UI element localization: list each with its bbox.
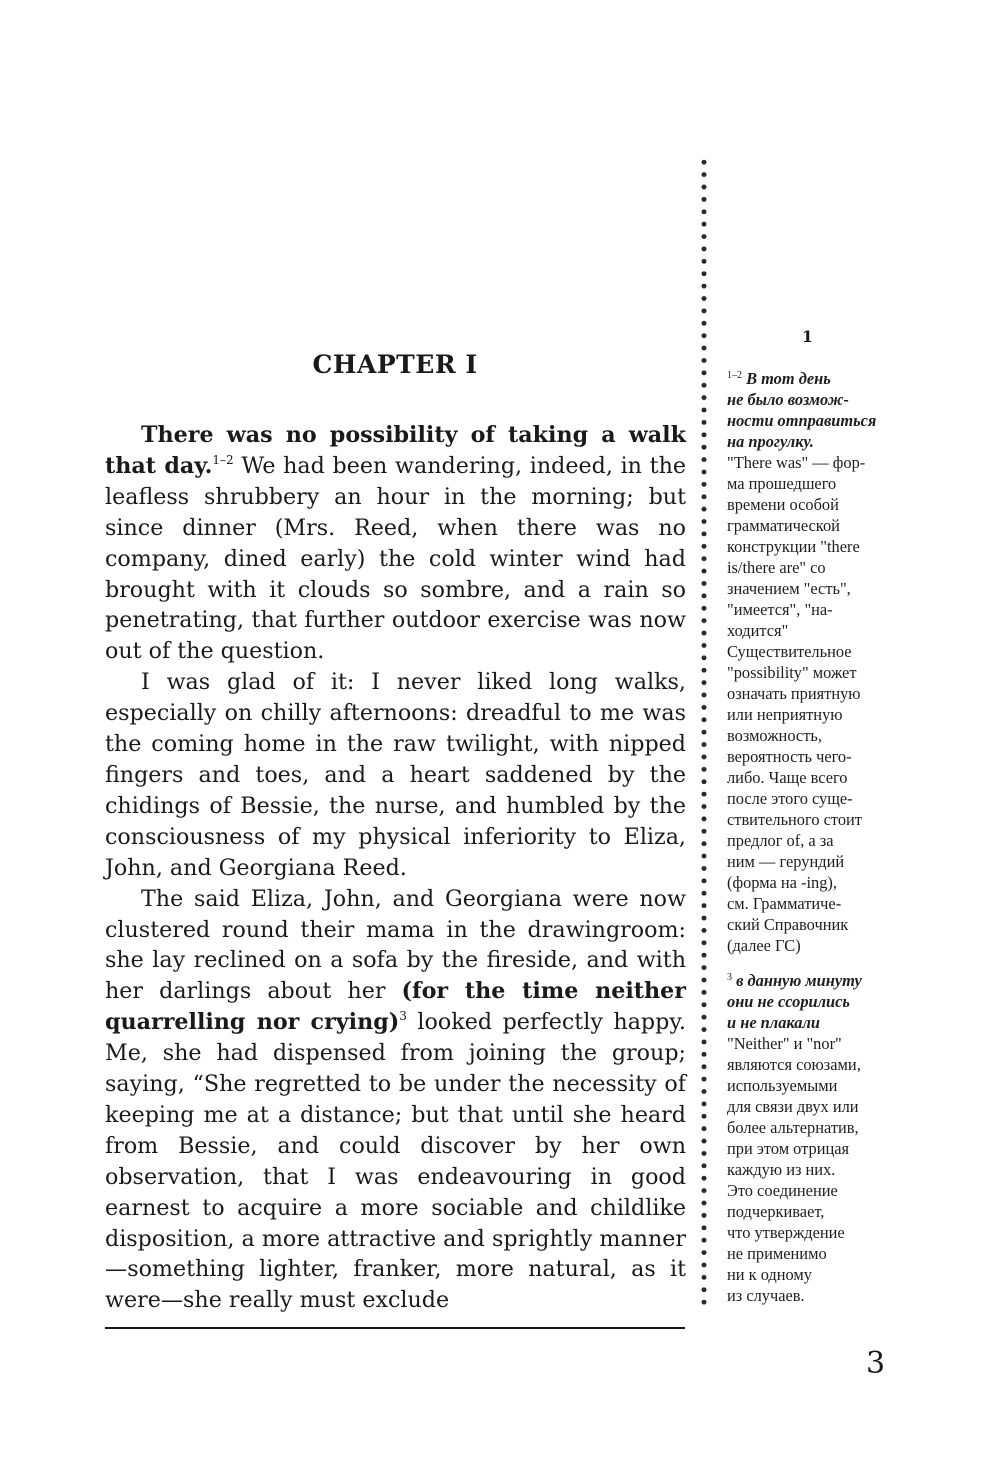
note-body-line: времени особой bbox=[727, 495, 839, 514]
note-body-line: означать приятную bbox=[727, 684, 861, 703]
note-body-line: не применимо bbox=[727, 1244, 827, 1263]
note-body-line: ма прошедшего bbox=[727, 474, 837, 493]
note-title-line: $^3$ в данную минуту bbox=[727, 971, 862, 990]
paragraph-3-text-after: looked perfectly happy. Me, she had dispensed from joining the group; saying, “She regretted to be under the necessity of keeping me at a distance; but that until she heard from Bessie, and could discover by her own observation, that I was endeavouring in good earnest to acquire a more sociable and childlike disposition, a more attractive and sprightly manner—something lighter, franker, more natural, as it were—she really must exclude bbox=[105, 1009, 686, 1314]
note-body-line: "possibility" может bbox=[727, 663, 857, 682]
note-body-line: каждую из них. bbox=[727, 1160, 836, 1179]
note-body-line: Это соединение bbox=[727, 1181, 838, 1200]
note-body-line: ходится" bbox=[727, 621, 789, 640]
dotted-divider bbox=[700, 156, 708, 1308]
note-body-line: при этом отрицая bbox=[727, 1139, 850, 1158]
note-body-line: см. Грамматиче- bbox=[727, 894, 842, 913]
note-title-line: они не ссорились bbox=[727, 992, 850, 1011]
note-title-line: не было возмож- bbox=[727, 390, 849, 409]
note-body-line: для связи двух или bbox=[727, 1097, 859, 1116]
note-body-line: ни к одному bbox=[727, 1265, 812, 1284]
footnote-ref-3: 3 bbox=[399, 1009, 407, 1024]
note-title-line: ности отправиться bbox=[727, 411, 877, 430]
note-body-line: is/there are" со bbox=[727, 558, 826, 577]
note-body-line: либо. Чаще всего bbox=[727, 768, 848, 787]
paragraph-1-text: We had been wandering, indeed, in the leafless shrubbery an hour in the morning; but since dinner (Mrs. Reed, when there was no company, dined early) the cold winter wind had brought with it clouds so sombre, and a rain so penetrating, that further outdoor exercise was now out of the question. bbox=[105, 452, 686, 665]
note-body-line: после этого суще- bbox=[727, 789, 853, 808]
note-body-line: Существительное bbox=[727, 642, 852, 661]
note-body-line: ствительного стоит bbox=[727, 810, 862, 829]
note-body-line: предлог of, а за bbox=[727, 831, 834, 850]
chapter-title: CHAPTER I bbox=[312, 350, 478, 379]
note-body-line: значением "есть", bbox=[727, 579, 851, 598]
note-sup: 3 bbox=[727, 972, 732, 983]
note-body-line: конструкции "there bbox=[727, 537, 860, 556]
sidebar-notes bbox=[727, 368, 899, 1320]
note-body-line: ский Справочник bbox=[727, 915, 849, 934]
note-body-line: более альтернатив, bbox=[727, 1118, 859, 1137]
note-body-line: или неприятную bbox=[727, 705, 843, 724]
paragraph-3-text-before: The said Eliza, John, and Georgiana were now clustered round their mama in the drawingroom: she lay reclined on a sofa by the fireside, and with her darlings about her bbox=[105, 885, 686, 1005]
note-body-line: возможность, bbox=[727, 726, 822, 745]
paragraph-2: I was glad of it: I never liked long walks, especially on chilly afternoons: dreadful to me was the coming home in the raw twilight, with nipped fingers and toes, and a heart saddened by the chidings of Bessie, the nurse, and humbled by the consciousness of my physical inferiority to Eliza, John, and Georgiana Reed. bbox=[105, 669, 686, 881]
paragraph-3 bbox=[105, 884, 686, 1317]
note-body-line: "Neither" и "nor" bbox=[727, 1034, 842, 1053]
main-text bbox=[105, 420, 686, 1316]
note-title-line: $^{1-2}$ В тот день bbox=[727, 369, 831, 388]
lead-sentence: There was no possibility of taking a walk that day. bbox=[105, 422, 686, 479]
paragraph-1 bbox=[105, 420, 686, 667]
note-body-line: являются союзами, bbox=[727, 1055, 861, 1074]
note-body-line: вероятность чего- bbox=[727, 747, 852, 766]
note-body-line: из случаев. bbox=[727, 1286, 805, 1305]
sidebar-note bbox=[727, 970, 899, 1306]
note-body-line: подчеркивает, bbox=[727, 1202, 825, 1221]
note-body-line: (далее ГС) bbox=[727, 936, 801, 955]
note-title-line: на прогулку. bbox=[727, 432, 814, 451]
note-body-line: что утверждение bbox=[727, 1223, 845, 1242]
sidebar-number: 1 bbox=[801, 327, 814, 346]
note-title-line: и не плакали bbox=[727, 1013, 821, 1032]
bottom-rule bbox=[105, 1327, 685, 1329]
note-body-line: грамматической bbox=[727, 516, 840, 535]
note-body-line: (форма на -ing), bbox=[727, 873, 837, 892]
note-body-line: "There was" — фор- bbox=[727, 453, 866, 472]
note-sup: 1–2 bbox=[727, 370, 742, 381]
note-body-line: ним — герундий bbox=[727, 852, 845, 871]
sidebar-note bbox=[727, 368, 899, 956]
page-number: 3 bbox=[866, 1346, 886, 1381]
footnote-ref-1-2: 1–2 bbox=[212, 452, 234, 467]
note-body-line: используемыми bbox=[727, 1076, 838, 1095]
bold-phrase: (for the time neither quarrelling nor crying) bbox=[105, 978, 686, 1036]
note-body-line: "имеется", "на- bbox=[727, 600, 833, 619]
